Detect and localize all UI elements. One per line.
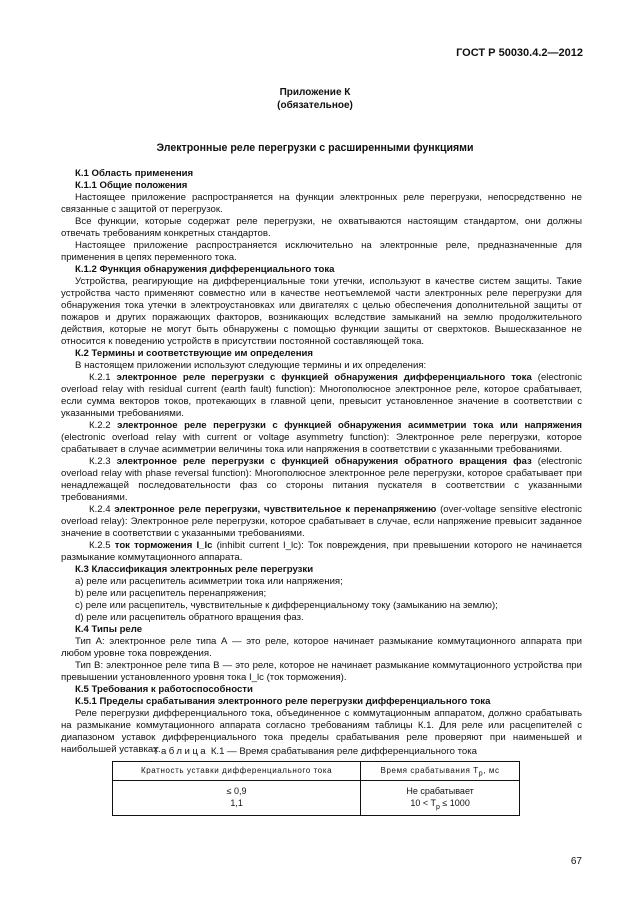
definition-number: К.2.1 (89, 372, 111, 383)
section-heading: К.5 Требования к работоспособности (75, 684, 253, 695)
table-caption-word: Таблица (153, 746, 209, 757)
annex-title: Приложение К (279, 87, 351, 98)
table-value: ≤ 0,9 (226, 786, 247, 796)
standard-header: ГОСТ Р 50030.4.2—2012 (456, 47, 583, 59)
section-heading: К.5.1 Пределы срабатывания электронного реле перегрузки дифференциального тока (75, 696, 491, 707)
list-item: с) реле или расцепитель, чувствительные к дифференциальному току (замыканию на землю); (75, 600, 498, 611)
section-heading: К.4 Типы реле (75, 624, 143, 635)
definition-term: электронное реле перегрузки с функцией обнаружения асимметрии тока или напряжения (117, 420, 583, 431)
section-heading: К.1.1 Общие положения (75, 180, 188, 191)
body-paragraph: Настоящее приложение распространяется на функции электронных реле перегрузки, непосредственно не связанные с защитой от перегрузок. (61, 192, 582, 215)
definition-paragraph (61, 504, 582, 540)
definition-text: (inhibit current I_lc): Ток повреждения, при превышении которого не начинается размыкание коммутационного аппарата. (61, 540, 583, 563)
section-heading: К.1 Область применения (75, 168, 194, 179)
table-header-time-sub: р (478, 770, 484, 778)
definition-text: (electronic overload relay with residual current (earth fault) function): Многополюсное электронное реле, которое срабатывает, если сумма векторов токов, протекающих в главной цепи, превысит установленное значение в соответствии с указанными требованиями. (61, 372, 583, 419)
table-value: 1,1 (230, 798, 243, 808)
table-k1 (112, 761, 520, 816)
definition-text: (electronic overload relay with current or voltage asymmetry function): Электронное реле перегрузки, которое срабатывает в случае асимметрии величины тока или напряжения в соответствии с указанными требованиями. (61, 432, 582, 455)
annex-heading (0, 86, 630, 112)
definition-paragraph (61, 456, 582, 504)
definition-text: (electronic overload relay with phase reversal function): Многополюсное электронное реле перегрузки, которое срабатывает при ненадлежащей последовательности фаз со стороны питания пускателя в соответствии с указанными требованиями. (61, 456, 583, 503)
body-paragraph: Тип А: электронное реле типа А — это реле, которое начинает размыкание коммутационного аппарата при любом уровне тока повреждения. (61, 636, 582, 659)
body-paragraph: Тип В: электронное реле типа В — это реле, которое не начинает размыкание коммутационного устройства при превышении установленного уровня тока I_lc (ток торможения). (61, 660, 582, 683)
table-value-range (365, 797, 515, 809)
page-number: 67 (570, 856, 582, 867)
table-caption (0, 746, 630, 758)
range-sub: р (435, 803, 440, 811)
range-suffix: ≤ 1000 (439, 798, 470, 808)
table-cell-time (361, 781, 520, 816)
table-header-time-prefix: Время срабатывания T (380, 766, 479, 775)
table-caption-text: К.1 — Время срабатывания реле дифференциального тока (210, 746, 477, 757)
section-heading: К.1.2 Функция обнаружения дифференциального тока (75, 264, 335, 275)
table-header-time (361, 762, 520, 781)
definition-paragraph (61, 420, 582, 456)
body-paragraph: В настоящем приложении используют следующие термины и их определения: (75, 360, 427, 371)
section-heading: К.3 Классификация электронных реле перегрузки (75, 564, 314, 575)
definition-text: (over-voltage sensitive electronic overload relay): Электронное реле перегрузки, которое срабатывает в случае, если напряжение превысит заданное значение в соответствии с указанными требованиями. (61, 504, 582, 539)
table-value: Не срабатывает (406, 786, 474, 796)
definition-term: электронное реле перегрузки с функцией обнаружения обратного вращения фаз (116, 456, 532, 467)
table-cell-multiplicity (113, 781, 361, 816)
definition-number: К.2.3 (89, 456, 111, 467)
body-paragraph: Настоящее приложение распространяется исключительно на электронные реле, предназначенные для применения в цепях переменного тока. (61, 240, 582, 263)
body-text (61, 168, 582, 756)
definition-number: К.2.2 (89, 420, 111, 431)
list-item: b) реле или расцепитель перенапряжения; (75, 588, 267, 599)
definition-term: электронное реле перегрузки с функцией обнаружения дифференциального тока (116, 372, 532, 383)
list-item: d) реле или расцепитель обратного вращения фаз. (75, 612, 304, 623)
body-paragraph: Реле перегрузки дифференциального тока, объединенное с коммутационным аппаратом, должно срабатывать на размыкание коммутационного аппарата согласно требованиям таблицы К.1. Для реле или расцепителей с диапазоном уставок дифференциального тока пределы срабатывания реле проверяют при наименьшей и наибольшей уставках. (61, 708, 582, 755)
document-title: Электронные реле перегрузки с расширенными функциями (156, 142, 474, 154)
definition-term: электронное реле перегрузки, чувствительное к перенапряжению (114, 504, 437, 515)
definition-number: К.2.5 (89, 540, 111, 551)
list-item: а) реле или расцепитель асимметрии тока или напряжения; (75, 576, 343, 587)
table-header-time-suffix: , мс (483, 766, 500, 775)
definition-paragraph (61, 372, 582, 420)
definition-number: К.2.4 (89, 504, 111, 515)
table-row (113, 781, 520, 816)
table-header-multiplicity: Кратность уставки дифференциального тока (113, 762, 361, 781)
body-paragraph: Все функции, которые содержат реле перегрузки, не охватываются настоящим стандартом, они должны отвечать требованиям конкретных стандартов. (61, 216, 582, 239)
section-heading: К.2 Термины и соответствующие им определения (75, 348, 313, 359)
table-header-row (113, 762, 520, 781)
body-paragraph: Устройства, реагирующие на дифференциальные токи утечки, используют в качестве систем защиты. Такие устройства часто применяют совместно или в качестве неотъемлемой части электронных реле перегрузки для обнаружения тока утечки в электроустановках или двигателях с целью обеспечения дополнительной защиты от пожаров и других поражающих факторов, возникающих вследствие замыканий на землю продолжительного действия, которые не могут быть обнаружены с помощью функции защиты от сверхтоков. Вышесказанное не относится к поведению устройств в присутствии постоянной составляющей тока. (61, 276, 582, 347)
annex-status: (обязательное) (277, 100, 353, 111)
definition-paragraph (61, 540, 582, 564)
range-prefix: 10 < T (410, 798, 436, 808)
definition-term: ток торможения I_lc (114, 540, 213, 551)
